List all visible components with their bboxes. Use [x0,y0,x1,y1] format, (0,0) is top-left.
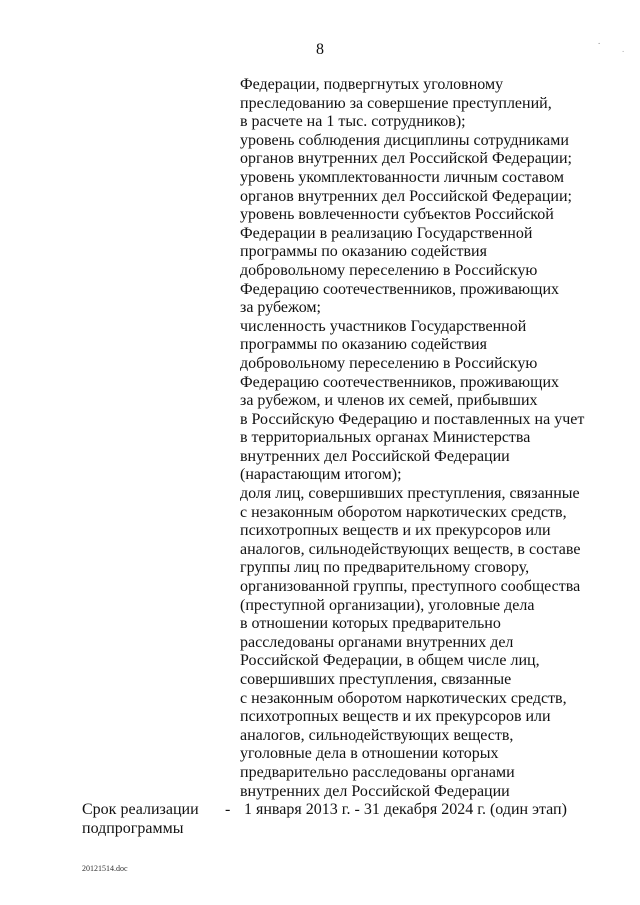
text-line: органов внутренних дел Российской Федерации; [240,187,572,205]
text-line: совершивших преступления, связанные [240,671,512,688]
term-dash: - [225,801,231,818]
scan-mark: . [622,44,625,54]
page-number: 8 [316,41,324,58]
text-line: аналогов, сильнодействующих веществ, [240,726,514,744]
term-value: 1 января 2013 г. - 31 декабря 2024 г. (один этап) [244,801,567,818]
text-line: внутренних дел Российской Федерации [240,782,510,800]
indicators-text-block [240,76,585,801]
text-line: за рубежом; [240,299,321,317]
text-line: добровольному переселению в Российскую [240,354,538,372]
text-line: внутренних дел Российской Федерации [240,447,510,465]
term-label-line: Срок реализации [82,801,199,818]
text-line: Федерации в реализацию Государственной [240,224,533,242]
text-line: (нарастающим итогом); [240,466,402,484]
text-line: психотропных веществ и их прекурсоров или [240,522,551,540]
text-line: уровень укомплектованности личным составом [240,168,565,186]
text-line: преследованию за совершение преступлений, [240,94,552,112]
text-line: органов внутренних дел Российской Федерации; [240,150,572,168]
text-line: численность участников Государственной [240,317,527,335]
term-label [82,800,212,838]
text-line: в отношении которых предварительно [240,615,501,633]
text-line: добровольному переселению в Российскую [240,261,538,279]
text-line: предварительно расследованы органами [240,763,515,781]
text-line: программы по оказанию содействия [240,243,487,261]
text-line: организованной группы, преступного сообщества [240,578,581,596]
text-line: Федерацию соотечественников, проживающих [240,280,560,298]
text-line: в расчете на 1 тыс. сотрудников); [240,113,466,131]
text-line: с незаконным оборотом наркотических средств, [240,503,567,521]
text-line: аналогов, сильнодействующих веществ, в составе [240,540,581,558]
text-line: Федерацию соотечественников, проживающих [240,373,560,391]
text-line: Федерации, подвергнутых уголовному [240,76,504,93]
text-line: за рубежом, и членов их семей, прибывших [240,392,538,410]
text-line: (преступной организации), уголовные дела [240,596,535,614]
scan-mark: . [598,36,601,46]
text-line: психотропных веществ и их прекурсоров или [240,708,551,726]
text-line: Российской Федерации, в общем числе лиц, [240,652,540,670]
text-line: программы по оказанию содействия [240,336,487,354]
text-line: в территориальных органах Министерства [240,429,531,447]
text-line: группы лиц по предварительному сговору, [240,559,530,577]
text-line: с незаконным оборотом наркотических средств, [240,689,567,707]
text-line: в Российскую Федерацию и поставленных на учет [240,410,585,428]
term-label-line: подпрограммы [82,820,184,837]
text-line: уровень соблюдения дисциплины сотрудниками [240,131,569,149]
text-line: доля лиц, совершивших преступления, связанные [240,485,580,503]
footer-file-name: 20121514.doc [82,864,128,873]
text-line: уголовные дела в отношении которых [240,745,499,763]
text-line: расследованы органами внутренних дел [240,633,514,651]
text-line: уровень вовлеченности субъектов Российской [240,206,554,224]
